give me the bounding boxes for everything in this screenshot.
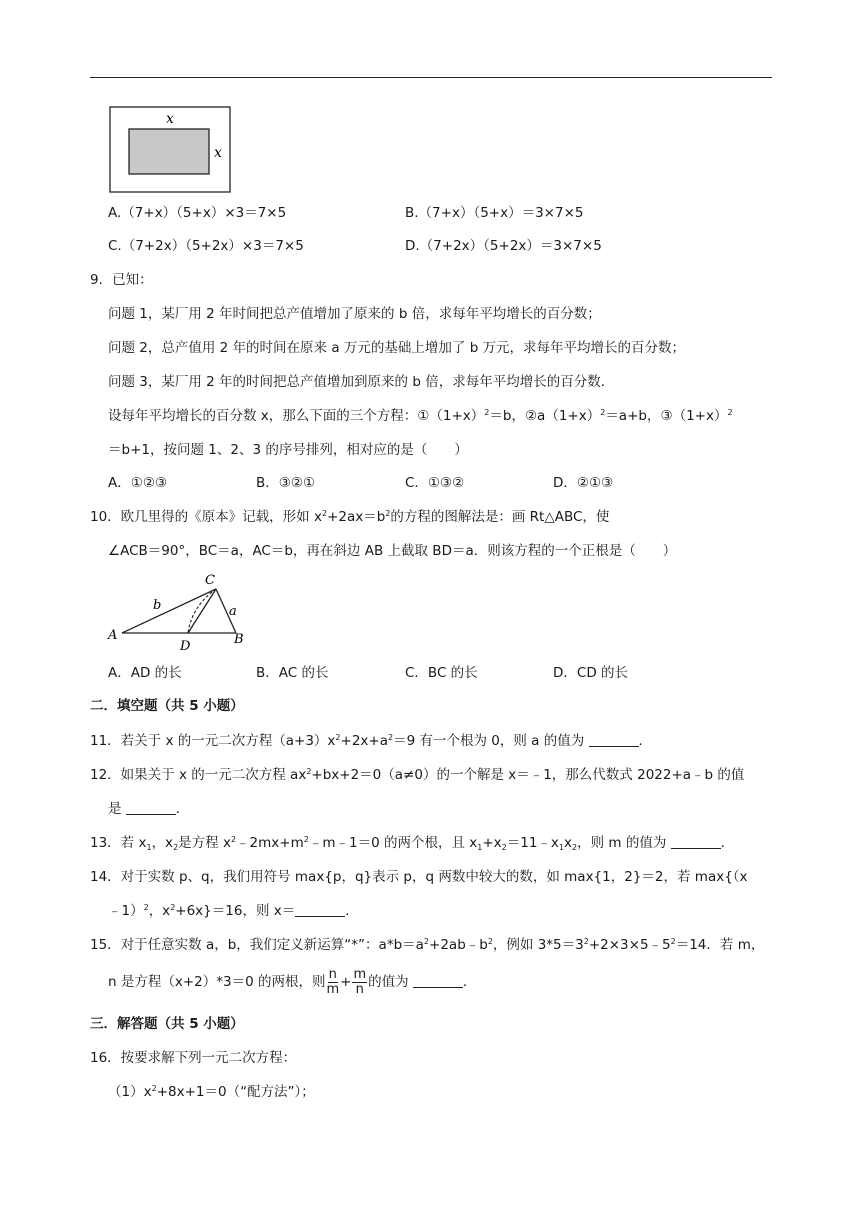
q8-option-c: C.（7+2x）（5+2x）×3＝7×5 [108, 238, 304, 254]
q8-figure [108, 106, 232, 194]
q9-option-c: C．①③② [405, 475, 465, 491]
q11: 11．若关于 x 的一元二次方程$(a+3)x^2+2x+a^2=9$ 有一个根为 0，则 a 的值为 ． [90, 733, 653, 749]
q10-option-b: B．AC 的长 [256, 665, 329, 681]
q10-line-2: ∠ACB＝90°，BC＝a，AC＝b，再在斜边 AB 上截取 BD＝a．则该方程的一个正根是（ ） [108, 543, 677, 559]
section-2-heading: 二．填空题（共 5 小题） [90, 698, 244, 714]
q14-line-1: 14．对于实数 p、q，我们用符号 max{p，q}表示 p，q 两数中较大的数，如 max{1，2}＝2，若 max{（x [90, 869, 748, 885]
q9-continuation: ＝b+1，按问题 1、2、3 的序号排列，相对应的是（ ） [108, 442, 468, 458]
q9-problem-1: 问题 1，某厂用 2 年时间把总产值增加了原来的 b 倍，求每年平均增长的百分数； [108, 306, 601, 322]
fraction-m-over-n: $\frac{m}{n}$ [353, 966, 367, 997]
fig8-label-right: x [214, 145, 222, 161]
q9-problem-3: 问题 3，某厂用 2 年的时间把总产值增加到原来的 b 倍，求每年平均增长的百分数． [108, 374, 615, 390]
q13: 13．若 $x_1$，$x_2$是方程 $x^2﹣2mx+m^2﹣m﹣1=0$ 的两个根，且 $x_1+x_2=11﹣x_1x_2$，则 m 的值为 ． [90, 835, 735, 852]
answer-blank[interactable] [589, 732, 639, 747]
fraction-n-over-m: $\frac{n}{m}$ [326, 966, 340, 997]
q10-option-d: D．CD 的长 [553, 665, 629, 681]
q16-sub-1: $(1)x^2+8x+1=0(“$配方法”）； [108, 1084, 315, 1100]
q9-head: 9．已知： [90, 272, 153, 288]
q9-option-d: D．②①③ [553, 475, 614, 491]
answer-blank[interactable] [413, 973, 463, 988]
q10-option-a: A．AD 的长 [108, 665, 182, 681]
answer-blank[interactable] [126, 800, 176, 815]
fig10-label-b-vertex: B [234, 632, 244, 647]
q9-option-b: B．③②① [256, 475, 316, 491]
answer-blank[interactable] [295, 902, 345, 917]
fig10-label-a-vertex: A [108, 628, 118, 643]
q12-line-1: 12．如果关于 x 的一元二次方程 $ax^2+bx+2=0(a\ne 0)$的一个解是 x＝﹣1，那么代数式 2022+a﹣b 的值 [90, 767, 745, 783]
q16-head: 16．按要求解下列一元二次方程： [90, 1050, 297, 1066]
q15-line-1: 15．对于任意实数 a，b，我们定义新运算“*”：$a*b=a^2+2ab﹣b^2$，例如 $3*5=3^2+2\times 3\times 5﹣5^2=14$．若 m， [90, 937, 765, 953]
q8-option-a: A.（7+x）（5+x）×3＝7×5 [108, 205, 287, 221]
fig10-label-b-side: b [153, 598, 162, 613]
q10-triangle-figure [100, 568, 260, 658]
fig10-label-d: D [180, 639, 191, 654]
fig8-label-top: x [166, 111, 174, 127]
q12-line-2: 是 ． [108, 801, 190, 817]
q9-option-a: A．①②③ [108, 475, 168, 491]
header-rule [90, 77, 772, 78]
q9-problem-2: 问题 2，总产值用 2 年的时间在原来 a 万元的基础上增加了 b 万元，求每年平均增长的百分数； [108, 340, 686, 356]
q10-option-c: C．BC 的长 [405, 665, 478, 681]
answer-blank[interactable] [671, 834, 721, 849]
section-3-heading: 三．解答题（共 5 小题） [90, 1016, 244, 1032]
q9-equations: 设每年平均增长的百分数 x，那么下面的三个方程：$①(1+x)^2=b$，$②a(1+x)^2=a+b$，$③(1+x)^2$ [108, 408, 733, 424]
q10-line-1: 10．欧几里得的《原本》记载，形如 $x^2+2ax=b^2$的方程的图解法是：画 Rt△ABC，使 [90, 509, 610, 525]
q8-option-b: B.（7+x）（5+x）＝3×7×5 [405, 205, 584, 221]
q14-line-2: ﹣1）$^2$，$x^2+6x\}=16$，则 x＝ ． [108, 903, 359, 919]
fig10-label-a-side: a [229, 604, 237, 619]
fig10-label-c: C [205, 573, 215, 588]
q15-line-2: n 是方程（x+2）*3＝0 的两根，则 $\frac{n}{m}$ + $\frac{m}{n}$ 的值为 ． [108, 966, 477, 997]
q8-option-d: D.（7+2x）（5+2x）＝3×7×5 [405, 238, 602, 254]
